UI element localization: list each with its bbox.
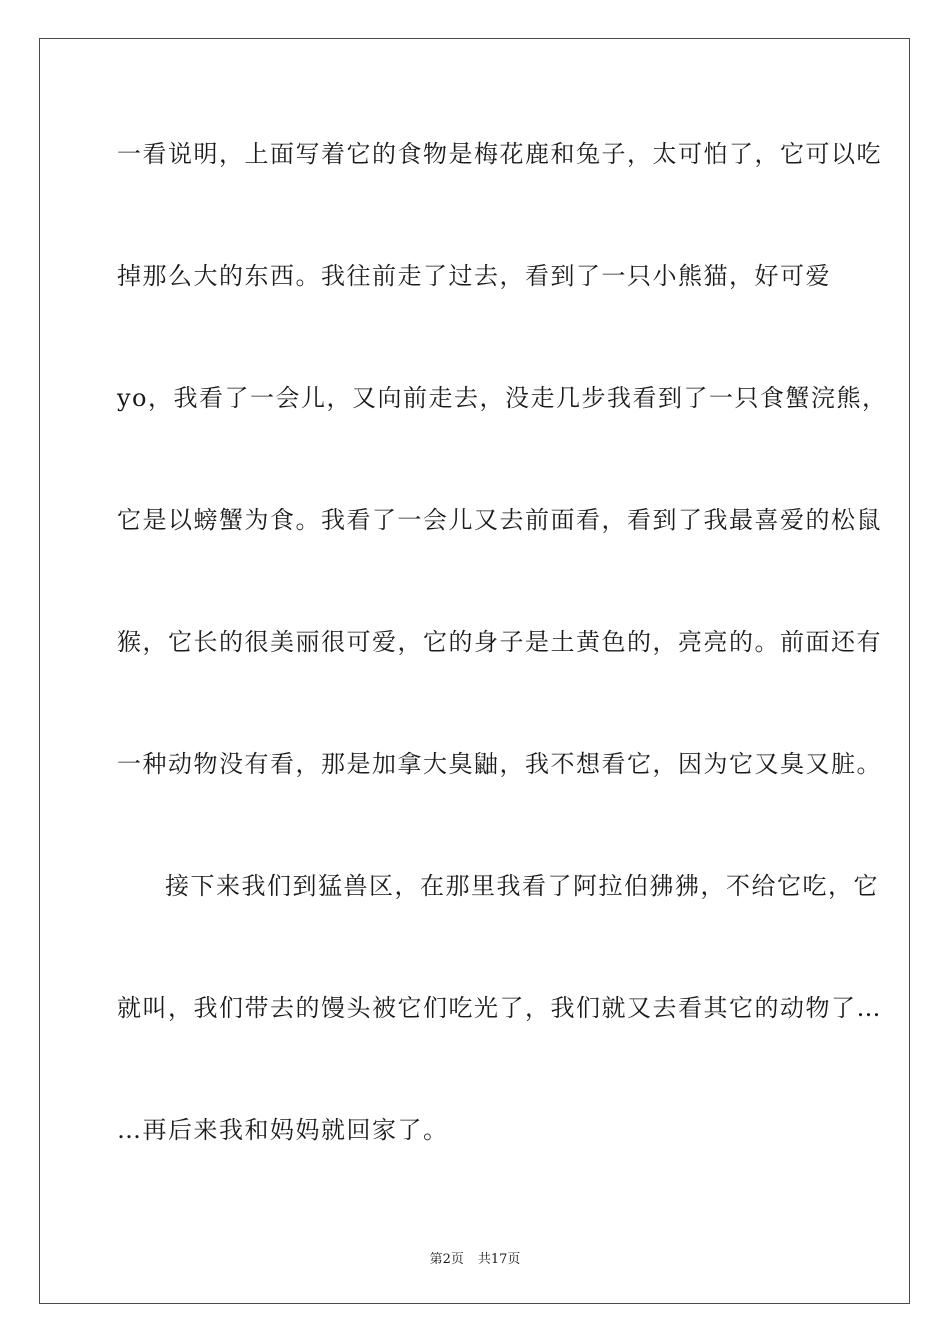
- text-line: 掉那么大的东西。我往前走了过去，看到了一只小熊猫，好可爱: [117, 262, 831, 290]
- text-line: 猴，它长的很美丽很可爱，它的身子是土黄色的，亮亮的。前面还有: [117, 628, 882, 656]
- text-line: 就叫，我们带去的馒头被它们吃光了，我们就又去看其它的动物了…: [117, 994, 882, 1022]
- page-number-total: 共17页: [477, 1252, 521, 1267]
- text-line-paragraph-start: 接下来我们到猛兽区，在那里我看了阿拉伯狒狒，不给它吃，它: [165, 872, 879, 900]
- page-number-current: 第2页: [429, 1252, 464, 1267]
- text-line: yo，我看了一会儿，又向前走去，没走几步我看到了一只食蟹浣熊，: [117, 384, 888, 412]
- text-line: 它是以螃蟹为食。我看了一会儿又去前面看，看到了我最喜爱的松鼠: [117, 506, 882, 534]
- text-line: 一种动物没有看，那是加拿大臭鼬，我不想看它，因为它又臭又脏。: [117, 750, 882, 778]
- page-footer: [0, 1248, 950, 1267]
- text-line: …再后来我和妈妈就回家了。: [117, 1116, 449, 1144]
- text-line: 一看说明，上面写着它的食物是梅花鹿和兔子，太可怕了，它可以吃: [117, 140, 882, 168]
